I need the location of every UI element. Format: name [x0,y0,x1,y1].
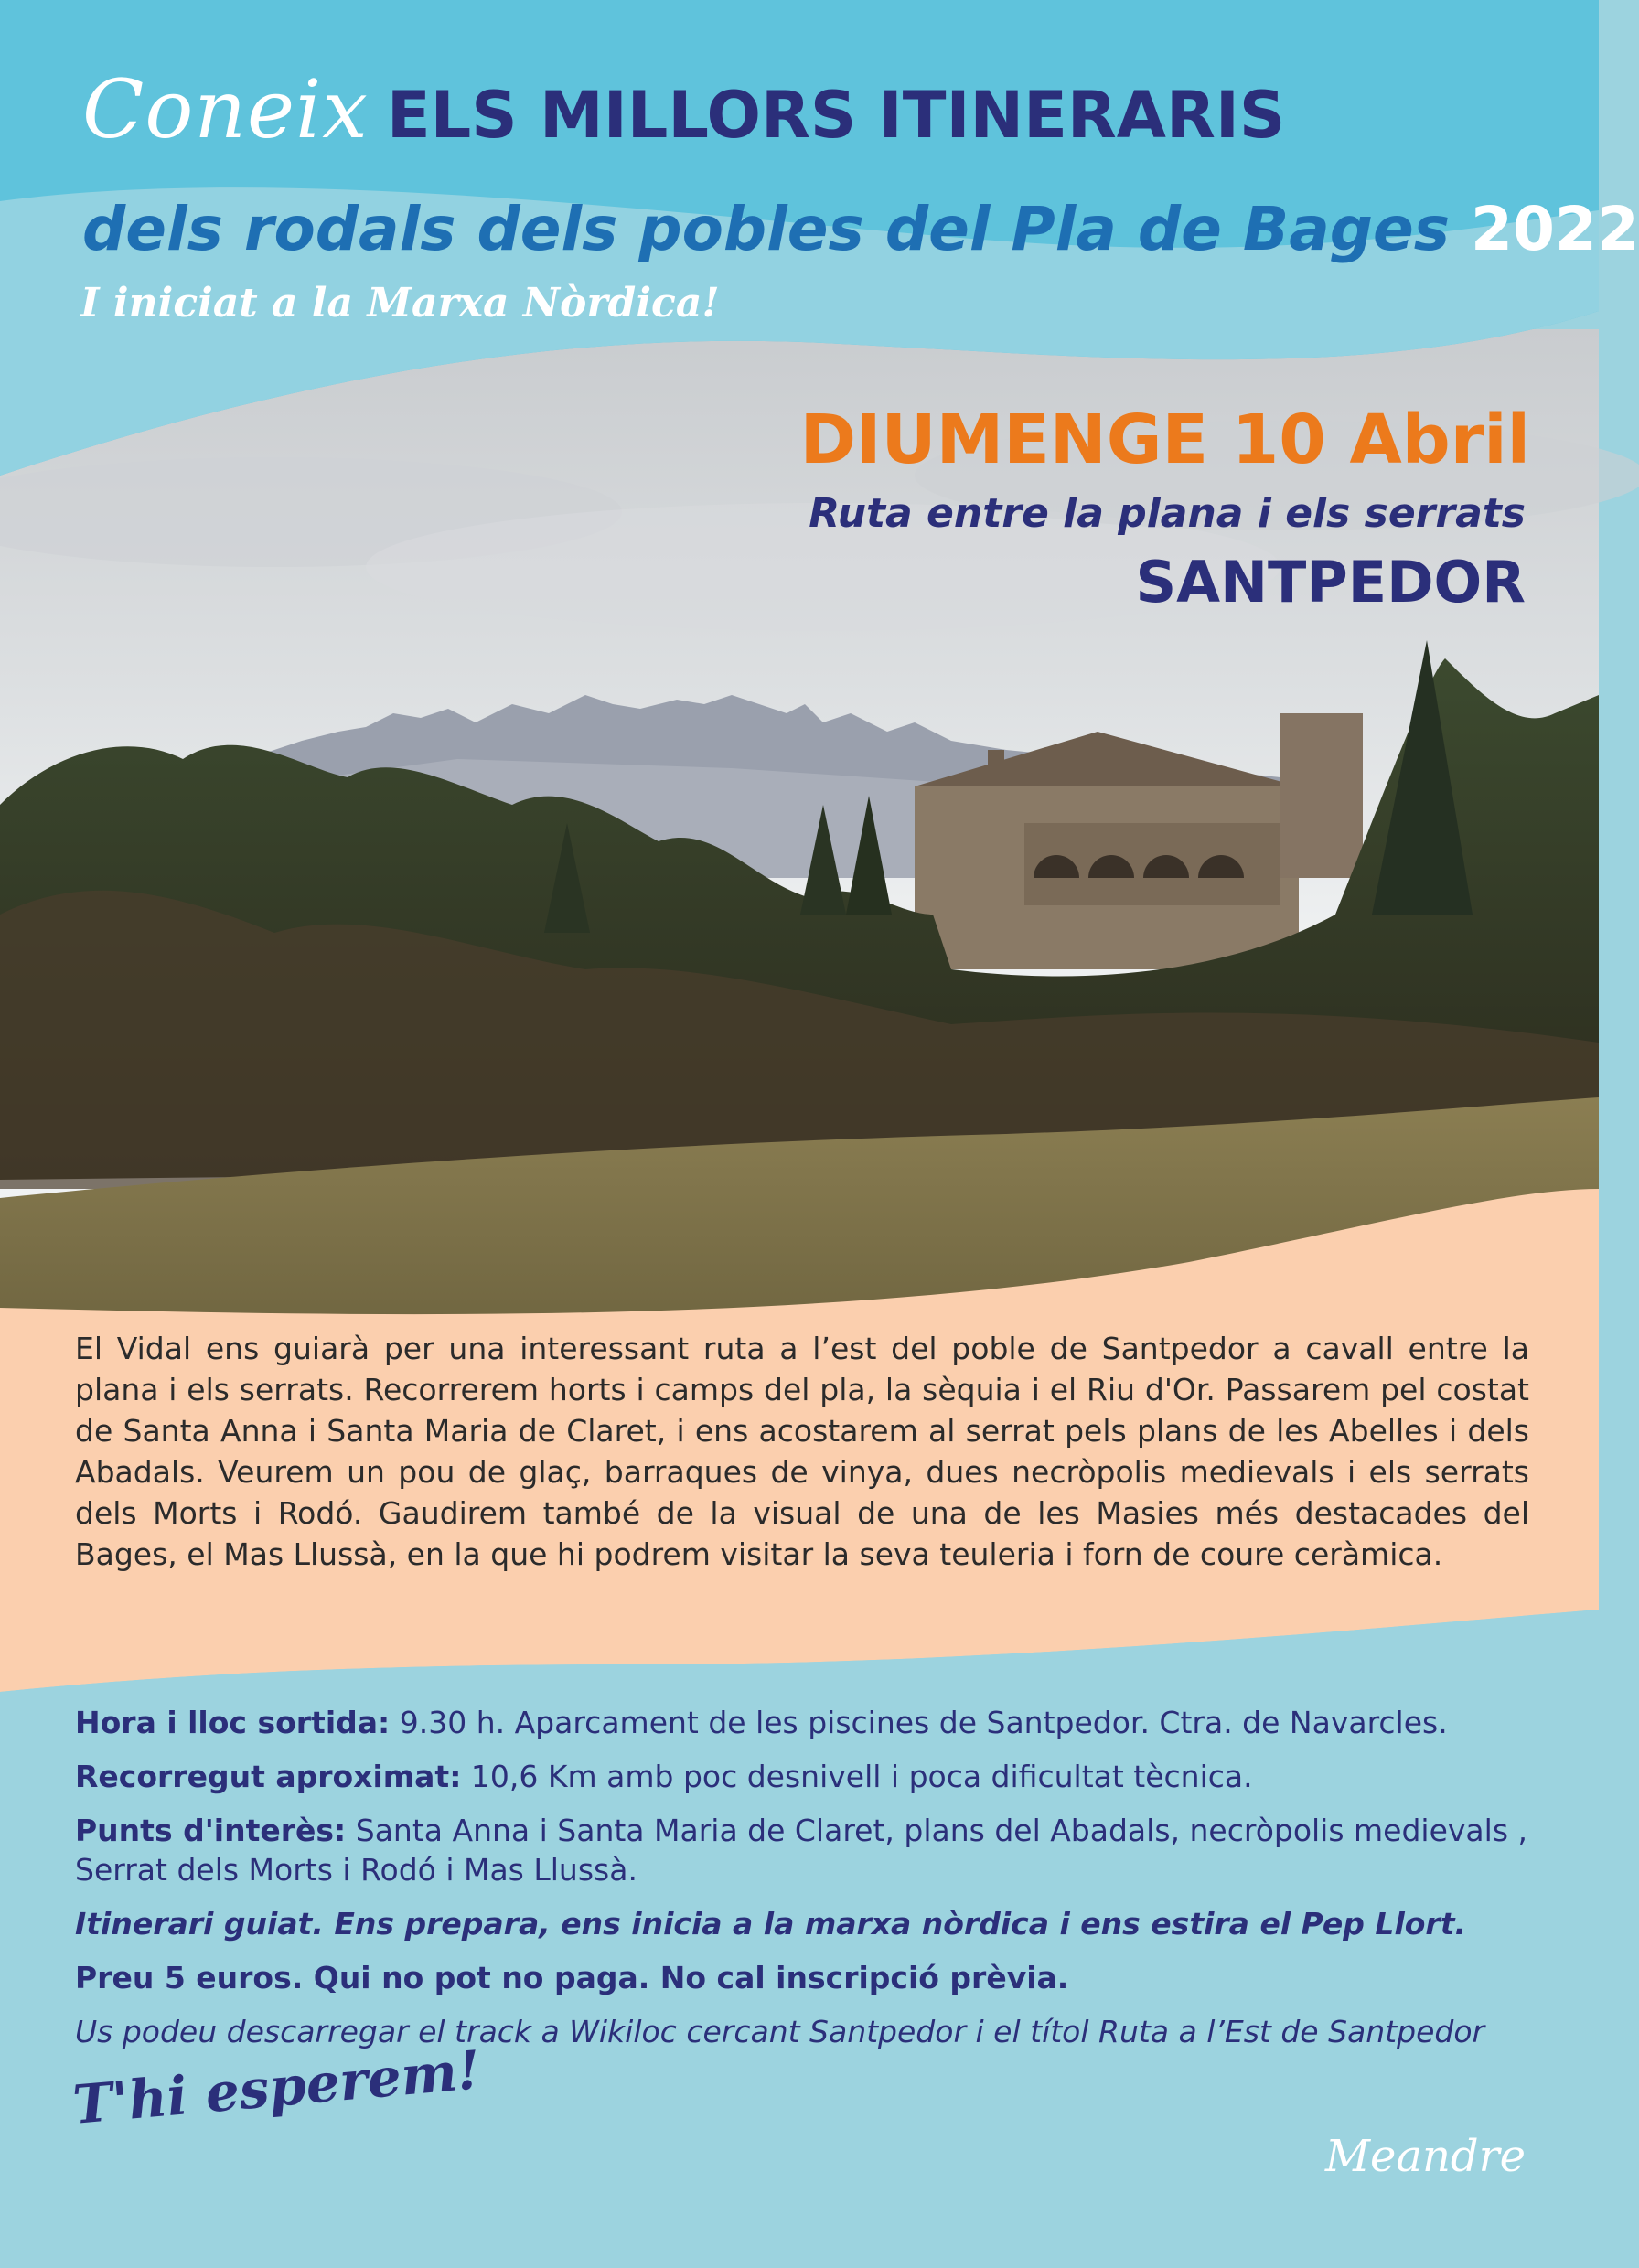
detail-route-label: Recorregut aproximat: [75,1759,462,1794]
detail-route-value: 10,6 Km amb poc desnivell i poca dificultat tècnica. [470,1759,1253,1794]
detail-download: Us podeu descarregar el track a Wikiloc cercant Santpedor i el títol Ruta a l’Est de Santpedor [75,2014,1485,2049]
detail-price: Preu 5 euros. Qui no pot no paga. No cal inscripció prèvia. [75,1960,1069,1995]
detail-points-value: Santa Anna i Santa Maria de Claret, plans del Abadals, necròpolis medievals , Serrat dels Morts i Rodó i Mas Llussà. [75,1813,1527,1888]
detail-start-label: Hora i lloc sortida: [75,1705,391,1740]
meandre-logo: Meandre [1324,2131,1526,2182]
title-coneix: Coneix [82,62,369,156]
description: El Vidal ens guiarà per una interessant ruta a l’est del poble de Santpedor a cavall entre la plana i els serrats. Recorrerem horts i camps del pla, la sèquia i el Riu d'Or. Passarem pel costat de Santa Anna i Santa Maria de Claret, i ens acostarem al serrat pels plans de les Abelles i dels Abadals. Veurem un pou de glaç, barraques de vinya, dues necròpolis medievals i els serrats dels Morts i Rodó. Gaudirem també de la visual de una de les Masies més destacades del Bages, el Mas Llussà, en la que hi podrem visitar la seva teuleria i forn de coure ceràmica. [75,1331,1529,1572]
closing-text: T'hi esperem! [70,2038,483,2136]
detail-route [75,1757,1538,1796]
detail-start [75,1703,1538,1742]
title-line-1 [82,62,1285,156]
event-town: SANTPEDOR [1135,549,1526,615]
detail-start-value: 9.30 h. Aparcament de les piscines de Santpedor. Ctra. de Navarcles. [399,1705,1448,1740]
detail-points [75,1811,1538,1889]
title-line-2 [82,194,1639,264]
year: 2022 [1471,194,1639,264]
event-route: Ruta entre la plana i els serrats [809,490,1526,537]
details-section [75,1703,1538,2066]
landscape-photo [0,329,1639,1335]
detail-guided: Itinerari guiat. Ens prepara, ens inicia a la marxa nòrdica i ens estira el Pep Llort. [75,1906,1467,1942]
subtitle: dels rodals dels pobles del Pla de Bages [82,194,1451,264]
detail-points-label: Punts d'interès: [75,1813,347,1848]
title-main: ELS MILLORS ITINERARIS [386,78,1286,153]
event-date: DIUMENGE 10 Abril [799,401,1530,479]
tagline: I iniciat a la Marxa Nòrdica! [80,280,720,326]
